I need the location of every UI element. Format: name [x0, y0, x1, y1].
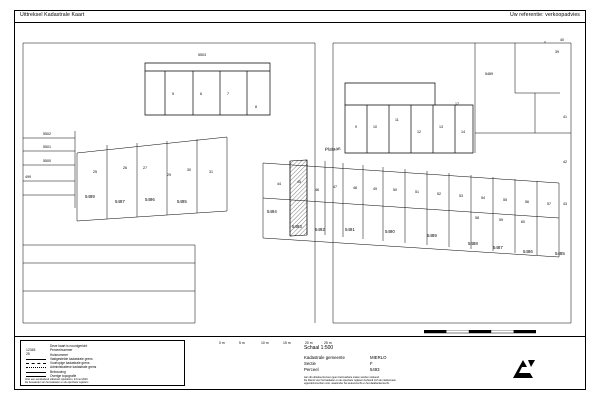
svg-text:27: 27 [143, 166, 147, 170]
legend-rows [24, 344, 96, 378]
svg-text:5502: 5502 [43, 132, 51, 136]
svg-text:13: 13 [439, 125, 443, 129]
reference-label: Uw referentie: verkoopadvies [510, 12, 580, 18]
svg-text:20 m: 20 m [305, 341, 313, 345]
svg-text:8: 8 [255, 105, 257, 109]
svg-text:42: 42 [563, 160, 567, 164]
legend-item-label: Administratieve kadastrale grens [50, 365, 97, 370]
legend-title: Deze kaart is noordgericht [50, 344, 88, 348]
svg-text:9: 9 [355, 125, 357, 129]
info-row [304, 367, 386, 373]
svg-text:44: 44 [277, 182, 281, 186]
svg-text:15 m: 15 m [283, 341, 291, 345]
svg-text:25: 25 [93, 170, 97, 174]
svg-text:5487: 5487 [493, 245, 503, 250]
svg-text:5 m: 5 m [239, 341, 245, 345]
svg-text:54: 54 [481, 196, 485, 200]
info-key: Perceel [304, 367, 319, 372]
svg-text:5497: 5497 [115, 199, 125, 204]
svg-text:Plataan: Plataan [324, 145, 341, 152]
page-header [14, 10, 586, 23]
legend-note [25, 378, 181, 384]
svg-text:31: 31 [209, 170, 213, 174]
disclaimer-line: De Dienst voor het kadaster en de openbare registers behoudt zich de intellectuele [304, 379, 396, 383]
svg-text:5490: 5490 [385, 229, 395, 234]
svg-text:6: 6 [200, 92, 202, 96]
svg-text:5496: 5496 [145, 197, 155, 202]
svg-text:5503: 5503 [198, 53, 206, 57]
house-number-symbol: 25 [26, 352, 30, 357]
svg-text:30: 30 [187, 168, 191, 172]
svg-text:58: 58 [475, 216, 479, 220]
svg-text:17: 17 [455, 102, 459, 106]
legend-note-line: De bewaarder van het kadaster en de openbare registers [25, 381, 89, 385]
svg-text:39: 39 [555, 50, 559, 54]
svg-text:499: 499 [25, 175, 31, 179]
svg-text:41: 41 [563, 115, 567, 119]
svg-text:5501: 5501 [43, 145, 51, 149]
legend-item-label: Vastgestelde kadastrale grens [50, 356, 93, 361]
svg-text:5493: 5493 [292, 224, 302, 229]
svg-text:11: 11 [395, 118, 399, 122]
svg-text:5499: 5499 [85, 194, 95, 199]
svg-text:5491: 5491 [345, 227, 355, 232]
svg-text:60: 60 [521, 220, 525, 224]
svg-text:47: 47 [333, 185, 337, 189]
legend-item-label: Overige topografie [50, 374, 77, 379]
svg-text:10 m: 10 m [261, 341, 269, 345]
disclaimer [304, 376, 504, 386]
page-footer [14, 336, 586, 390]
scale-text: Schaal 1:500 [304, 345, 334, 351]
svg-text:5494: 5494 [267, 209, 277, 214]
svg-text:46: 46 [315, 188, 319, 192]
svg-text:5485: 5485 [555, 251, 565, 256]
map-canvas[interactable] [15, 23, 585, 328]
scale-bar [424, 330, 536, 337]
document-title: Uittreksel Kadastrale Kaart [20, 12, 85, 18]
svg-text:14: 14 [461, 130, 465, 134]
svg-text:5: 5 [172, 92, 174, 96]
legend-box [20, 340, 185, 386]
svg-text:7: 7 [227, 92, 229, 96]
svg-text:52: 52 [437, 192, 441, 196]
svg-text:56: 56 [525, 200, 529, 204]
svg-text:0 m: 0 m [219, 341, 225, 345]
svg-text:45: 45 [297, 180, 301, 184]
svg-text:51: 51 [415, 190, 419, 194]
legend-item-label: Bebouwing [50, 369, 66, 374]
svg-text:40: 40 [560, 38, 564, 42]
svg-text:25 m: 25 m [324, 341, 332, 345]
svg-text:49: 49 [373, 187, 377, 191]
svg-text:5488: 5488 [468, 241, 478, 246]
svg-text:12: 12 [417, 130, 421, 134]
svg-text:5492: 5492 [315, 227, 325, 232]
svg-text:5495: 5495 [177, 199, 187, 204]
legend-note-line: Voor een eensluidend uittreksel, Apeldoorn, 23 mei 2016 [25, 378, 88, 381]
svg-text:5489: 5489 [485, 72, 493, 76]
svg-text:5486: 5486 [523, 249, 533, 254]
svg-text:10: 10 [373, 125, 377, 129]
legend-item-label: Perceelnummer [50, 348, 73, 353]
disclaimer-line: Aan dit uittreksel kunnen geen betrouwbare maten worden ontleend. [304, 376, 380, 379]
svg-text:53: 53 [459, 194, 463, 198]
info-key: Sectie [304, 361, 316, 366]
legend-item-label: Voorlopige kadastrale grens [50, 361, 90, 366]
parcel-number-symbol: 12345 [26, 347, 36, 352]
svg-text:43: 43 [563, 202, 567, 206]
svg-text:55: 55 [503, 198, 507, 202]
info-key: Kadastrale gemeente [304, 355, 345, 360]
legend-item-label: Huisnummer [50, 352, 69, 357]
info-value: MIERLO [370, 355, 387, 360]
svg-text:59: 59 [499, 218, 503, 222]
info-value: F [370, 361, 373, 366]
disclaimer-line: eigendomsrechten voor, waaronder het auteursrecht en het databankenrecht. [304, 382, 390, 386]
svg-text:48: 48 [353, 186, 357, 190]
svg-text:26: 26 [123, 166, 127, 170]
svg-text:5489: 5489 [427, 233, 437, 238]
svg-text:57: 57 [547, 202, 551, 206]
svg-text:29: 29 [167, 173, 171, 177]
svg-text:50: 50 [393, 188, 397, 192]
info-value: 5493 [370, 367, 380, 372]
kadaster-logo-icon [509, 357, 539, 381]
svg-text:5500: 5500 [43, 159, 51, 163]
cadastral-info [304, 355, 386, 373]
